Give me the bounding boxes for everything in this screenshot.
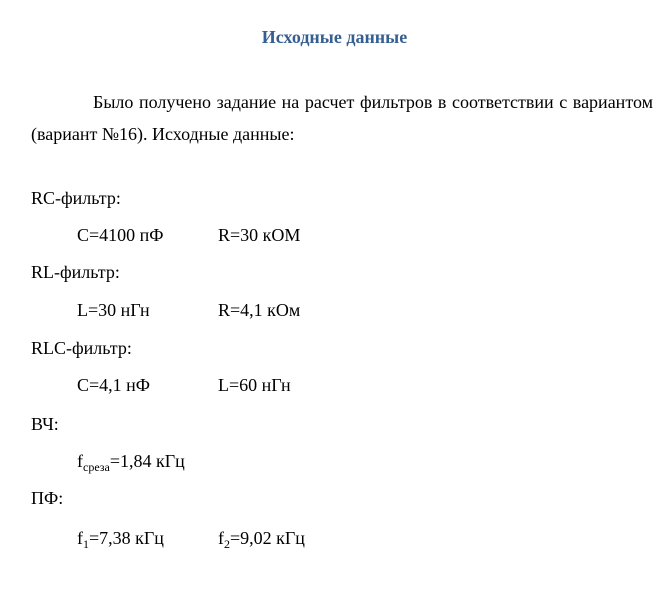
cutoff-frequency	[77, 451, 185, 477]
rlc-filter-heading: RLC-фильтр:	[31, 338, 132, 358]
rl-resistance: R=4,1 кОм	[218, 300, 301, 320]
subscript: 1	[83, 537, 89, 551]
section-title: Исходные данные	[261, 27, 408, 47]
frequency-f2	[218, 528, 305, 554]
rc-resistance: R=30 кОМ	[218, 225, 301, 245]
rl-filter-heading: RL-фильтр:	[31, 262, 120, 282]
hf-heading: ВЧ:	[31, 414, 59, 434]
rc-capacitance: C=4100 пФ	[77, 225, 164, 245]
symbol: f	[77, 451, 83, 471]
rl-inductance: L=30 нГн	[77, 300, 150, 320]
rlc-inductance: L=60 нГн	[218, 375, 291, 395]
frequency-f1	[77, 528, 164, 554]
rlc-capacitance: C=4,1 нФ	[77, 375, 151, 395]
rc-filter-heading: RC-фильтр:	[31, 188, 121, 208]
value: =9,02 кГц	[230, 528, 305, 548]
symbol: f	[77, 528, 83, 548]
symbol: f	[218, 528, 224, 548]
intro-paragraph	[31, 86, 653, 150]
value: =7,38 кГц	[89, 528, 164, 548]
intro-text: Было получено задание на расчет фильтров в соответствии с вариантом (вариант №16). Исходные данные:	[31, 92, 653, 144]
subscript: среза	[83, 460, 110, 474]
value: =1,84 кГц	[109, 451, 185, 471]
bp-heading: ПФ:	[31, 488, 64, 508]
subscript: 2	[224, 537, 230, 551]
